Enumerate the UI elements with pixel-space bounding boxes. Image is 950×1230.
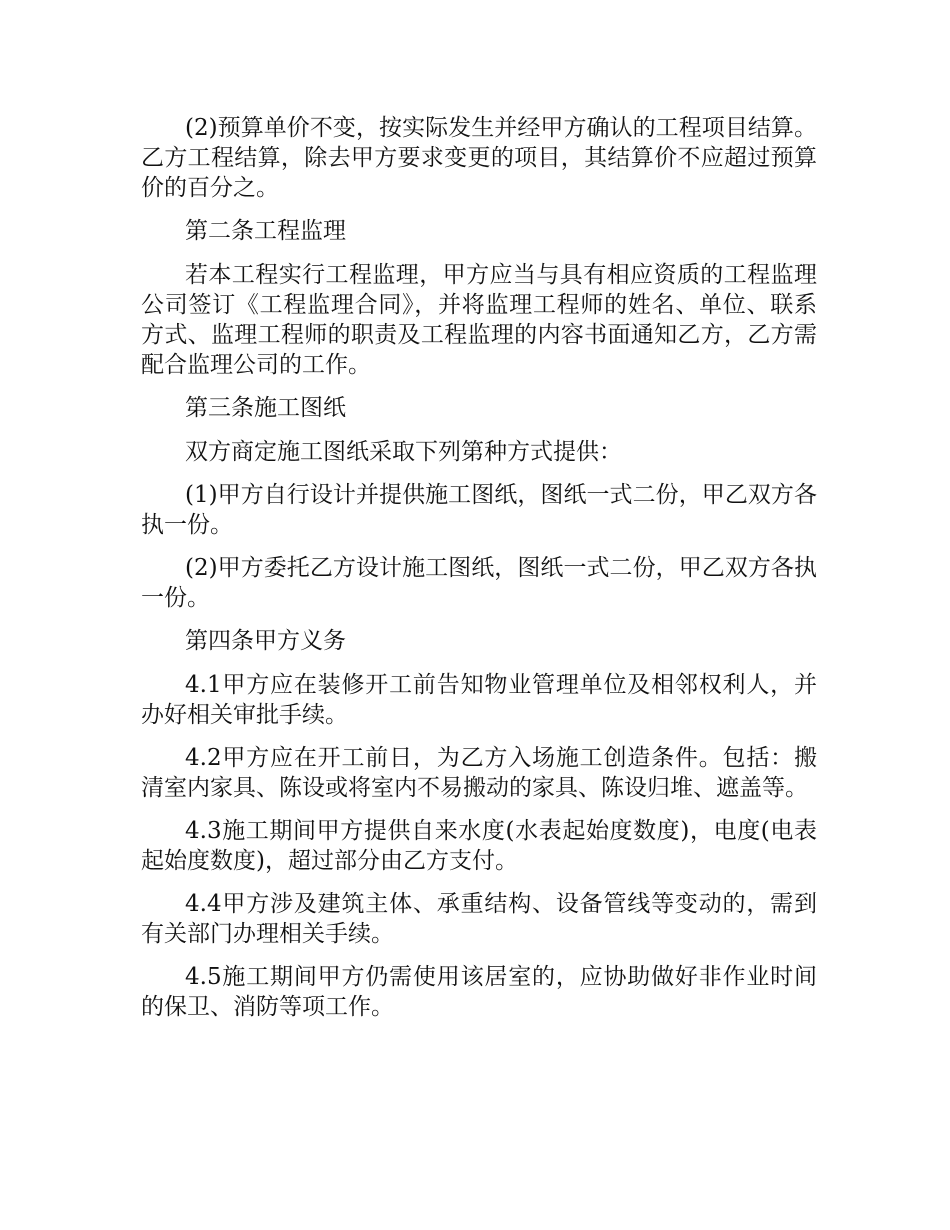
clause-paragraph: 4.5施工期间甲方仍需使用该居室的，应协助做好非作业时间的保卫、消防等项工作。: [141, 964, 817, 1020]
clause-paragraph: (2)甲方委托乙方设计施工图纸，图纸一式二份，甲乙双方各执一份。: [141, 555, 817, 611]
clause-paragraph: (1)甲方自行设计并提供施工图纸，图纸一式二份，甲乙双方各执一份。: [141, 482, 817, 538]
clause-paragraph: 4.1甲方应在装修开工前告知物业管理单位及相邻权利人，并办好相关审批手续。: [141, 672, 817, 728]
clause-paragraph: 4.4甲方涉及建筑主体、承重结构、设备管线等变动的，需到有关部门办理相关手续。: [141, 891, 817, 947]
section-heading: 第二条工程监理: [185, 218, 346, 244]
clause-paragraph: 4.2甲方应在开工前日，为乙方入场施工创造条件。包括：搬清室内家具、陈设或将室内不易搬动的家具、陈设归堆、遮盖等。: [141, 745, 817, 801]
clause-paragraph: 若本工程实行工程监理，甲方应当与具有相应资质的工程监理公司签订《工程监理合同》，并将监理工程师的姓名、单位、联系方式、监理工程师的职责及工程监理的内容书面通知乙方，乙方需配合监理公司的工作。: [141, 262, 817, 378]
clause-paragraph: 4.3施工期间甲方提供自来水度(水表起始度数度)，电度(电表起始度数度)，超过部分由乙方支付。: [141, 818, 817, 874]
clause-paragraph: 双方商定施工图纸采取下列第种方式提供：: [185, 439, 622, 465]
clause-paragraph: (2)预算单价不变，按实际发生并经甲方确认的工程项目结算。乙方工程结算，除去甲方要求变更的项目，其结算价不应超过预算价的百分之。: [141, 115, 817, 201]
section-heading: 第三条施工图纸: [185, 395, 346, 421]
document-page: [141, 113, 817, 1035]
section-heading: 第四条甲方义务: [185, 628, 346, 654]
